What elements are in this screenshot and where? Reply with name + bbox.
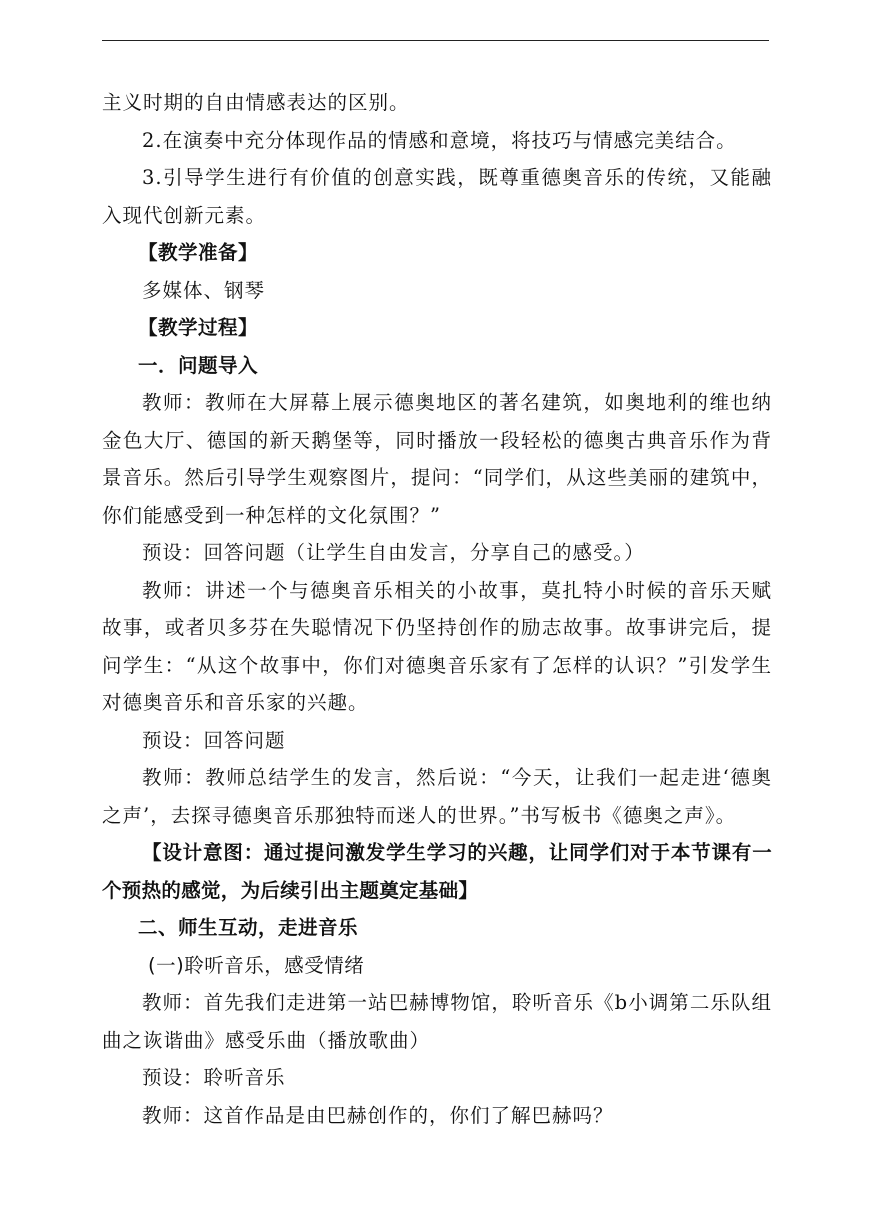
paragraph-teacher-1: 教师：教师在大屏幕上展示德奥地区的著名建筑，如奥地利的维也纳金色大厅、德国的新天鹅堡等，同时播放一段轻松的德奥古典音乐作为背景音乐。然后引导学生观察图片，提问：“同学们，从这些美丽的建筑中，你们能感受到一种怎样的文化氛围？” (102, 391, 772, 527)
paragraph-preset-3: 预设：聆听音乐 (142, 1066, 286, 1089)
paragraph-teacher-5: 教师：这首作品是由巴赫创作的，你们了解巴赫吗？ (142, 1103, 614, 1127)
heading-teaching-process: 【教学过程】 (138, 316, 259, 339)
header-rule (102, 40, 769, 41)
paragraph-objective-2: 2.在演奏中充分体现作品的情感和意境，将技巧与情感完美结合。 (142, 128, 737, 152)
paragraph-objective-end: 主义时期的自由情感表达的区别。 (102, 91, 410, 114)
paragraph-teacher-4: 教师：首先我们走进第一站巴赫博物馆，聆听音乐《b小调第二乐队组曲之诙谐曲》感受乐曲（播放歌曲） (102, 991, 772, 1052)
document-body (102, 84, 772, 1134)
heading-section-2: 二、师生互动，走进音乐 (138, 916, 359, 939)
heading-teaching-preparation: 【教学准备】 (138, 241, 259, 264)
paragraph-preparation-items: 多媒体、钢琴 (142, 278, 266, 302)
heading-section-1: 一．问题导入 (138, 353, 259, 377)
paragraph-teacher-3: 教师：教师总结学生的发言，然后说：“今天，让我们一起走进‘德奥之声’，去探寻德奥音乐那独特而迷人的世界。”书写板书《德奥之声》。 (102, 766, 772, 827)
paragraph-teacher-2: 教师：讲述一个与德奥音乐相关的小故事，莫扎特小时候的音乐天赋故事，或者贝多芬在失聪情况下仍坚持创作的励志故事。故事讲完后，提问学生：“从这个故事中，你们对德奥音乐家有了怎样的认识？”引发学生对德奥音乐和音乐家的兴趣。 (102, 578, 772, 714)
paragraph-preset-1: 预设：回答问题（让学生自由发言，分享自己的感受。） (142, 541, 645, 564)
paragraph-design-intent: 【设计意图：通过提问激发学生学习的兴趣，让同学们对于本节课有一个预热的感觉，为后续引出主题奠定基础】 (102, 841, 772, 902)
paragraph-preset-2: 预设：回答问题 (142, 728, 286, 752)
heading-subsection-1: (一)聆听音乐，感受情绪 (148, 953, 365, 977)
paragraph-objective-3: 3.引导学生进行有价值的创意实践，既尊重德奥音乐的传统，又能融入现代创新元素。 (102, 166, 772, 227)
